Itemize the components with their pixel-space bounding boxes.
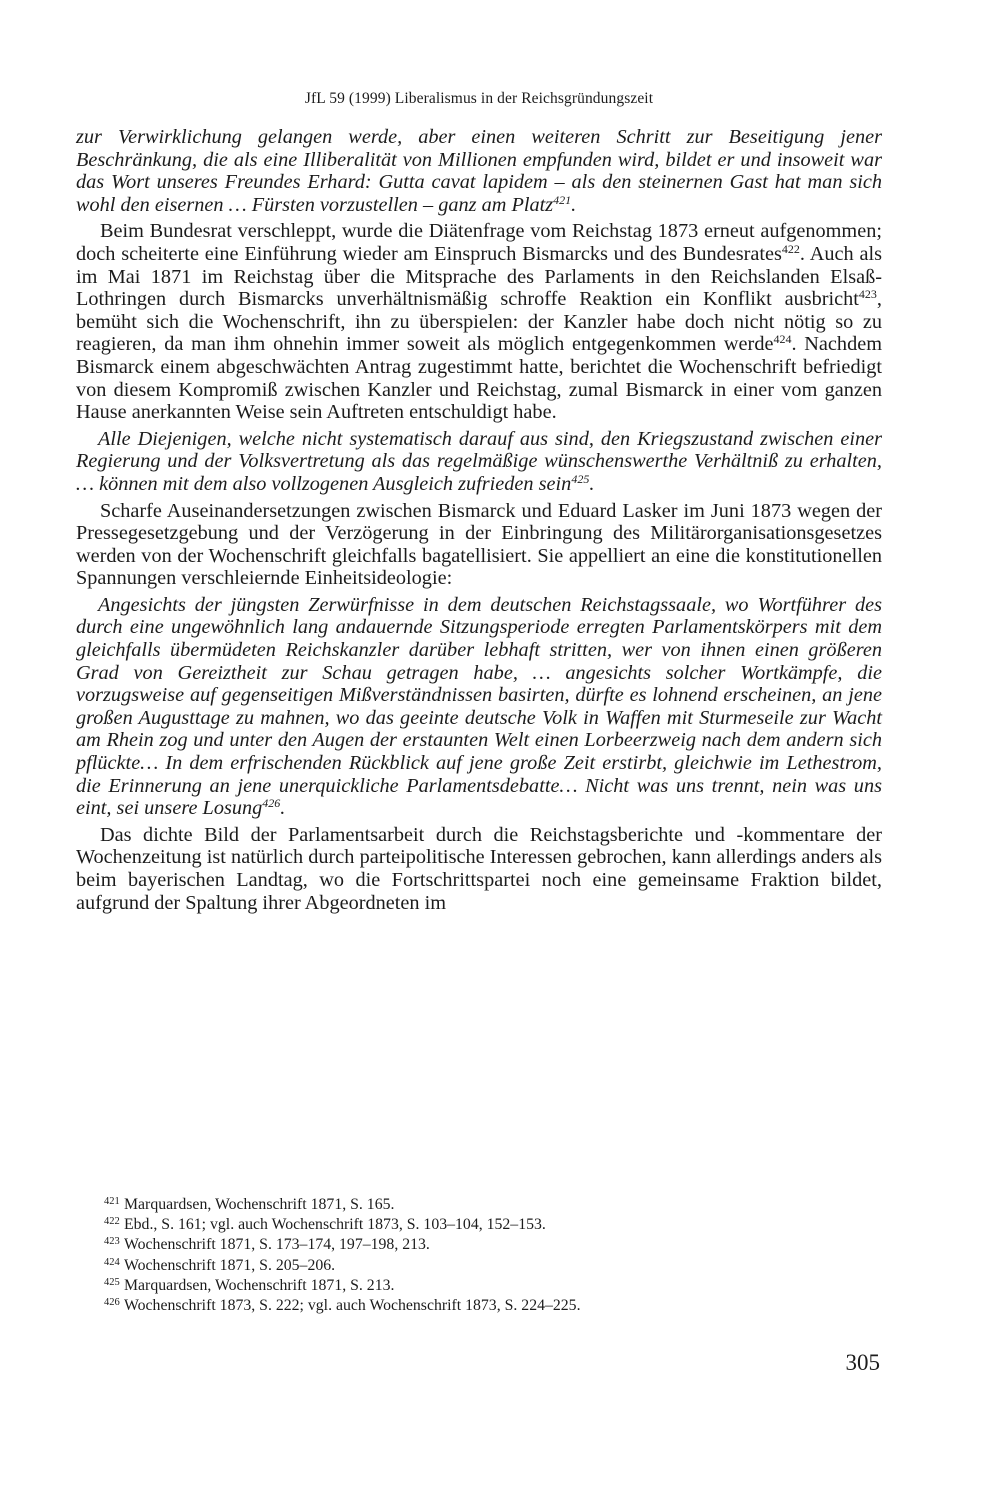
paragraph-text: . Nachdem Bismarck einem abgeschwächten Antrag zugestimmt hatte, berichtet die Wochenschrift befriedigt von diesem Kompromiß zwischen Kanzler und Reichstag, zumal Bismarck in einer vom ganzen Hause anerkannten Weise sein Auftreten entschuldigt habe. [76,333,882,424]
body-text [76,126,882,914]
footnote-text: Wochenschrift 1871, S. 173–174, 197–198, 213. [124,1236,430,1254]
quote-end: . [571,193,577,216]
footnote-425: 425 Marquardsen, Wochenschrift 1871, S. 213. [104,1276,395,1294]
paragraph-text: Beim Bundesrat verschleppt, wurde die Diätenfrage vom Reichstag 1873 erneut aufgenommen; doch scheiterte eine Einführung wieder am Einspruch Bismarcks und des Bundesrates [76,220,882,265]
footnote-ref-423[interactable]: 423 [858,287,877,302]
quote-text: Angesichts der jüngsten Zerwürfnisse in dem deutschen Reichstagssaale, wo Wortführer des durch eine ungewöhnlich lang andauernde Sitzungsperiode erregten Parlamentskörpers mit dem gleichfalls übermüdeten Reichskanzler darüber lebhaft stritten, wer von ihnen einen größeren Grad von Gereiztheit zur Schau getragen habe, … angesichts solcher Wortkämpfe, die vorzugsweise auf gegenseitigen Mißverständnissen basirten, dürfte es lohnend erscheinen, an jene großen Augusttage zu mahnen, wo das geeinte deutsche Volk in Waffen mit Sturmeseile zur Wacht am Rhein zog und unter den Augen der erstaunten Welt einen Lorbeerzweig nach dem andern sich pflückte… In dem erfrischenden Rückblick auf jene große Zeit erstirbt, gleichwie im Lethestrom, die Erinnerung an jene unerquickliche Parlamentsdebatte… Nicht was uns trennt, nein was uns eint, sei unsere Losung [76,593,882,820]
footnote-424: 424 Wochenschrift 1871, S. 205–206. [104,1256,336,1274]
quote-text: Alle Diejenigen, welche nicht systematisch darauf aus sind, den Kriegszustand zwischen einer Regierung und der Volksvertretung als das regelmäßige wünschenswerthe Verhältniß zu erhalten, … können mit dem also vollzogenen Ausgleich zufrieden sein [76,427,882,495]
footnote-ref-421[interactable]: 421 [553,192,572,207]
quote-end: . [589,472,595,495]
footnote-text: Marquardsen, Wochenschrift 1871, S. 213. [124,1276,395,1294]
footnote-422: 422 Ebd., S. 161; vgl. auch Wochenschrift 1873, S. 103–104, 152–153. [104,1216,546,1234]
quote-block-2 [76,428,882,496]
paragraph-3 [76,824,882,914]
footnote-text: Wochenschrift 1873, S. 222; vgl. auch Wochenschrift 1873, S. 224–225. [124,1297,581,1315]
footnote-423: 423 Wochenschrift 1871, S. 173–174, 197–198, 213. [104,1236,430,1254]
footnote-text: Wochenschrift 1871, S. 205–206. [124,1256,336,1274]
footnote-text: Ebd., S. 161; vgl. auch Wochenschrift 1873, S. 103–104, 152–153. [124,1216,546,1234]
paragraph-text: Das dichte Bild der Parlamentsarbeit durch die Reichstagsberichte und -kommentare der Wochenzeitung ist natürlich durch parteipolitische Interessen gebrochen, kann allerdings anders als beim bayerischen Landtag, wo die Fortschrittspartei noch eine gemeinsame Fraktion bildet, aufgrund der Spaltung ihrer Abgeordneten im [76,823,882,914]
paragraph-text: . Auch als im Mai 1871 im Reichstag über die Mitsprache des Parlaments in den Reichslanden Elsaß-Lothringen durch Bismarcks unverhältnismäßig schroffe Reaktion ein Konflikt ausbricht [76,242,882,311]
footnote-ref-426[interactable]: 426 [262,796,281,811]
paragraph-text: Scharfe Auseinandersetzungen zwischen Bismarck und Eduard Lasker im Juni 1873 wegen der Pressegesetzgebung und der Verzögerung in der Einbringung des Militärorganisationsgesetzes werden von der Wochenschrift gleichfalls bagatellisiert. Sie appelliert an eine die konstitutionellen Spannungen verschleiernde Einheitsideologie: [76,499,882,590]
document-page [76,0,882,1495]
footnote-ref-422[interactable]: 422 [781,241,800,256]
footnote-426: 426 Wochenschrift 1873, S. 222; vgl. auch Wochenschrift 1873, S. 224–225. [104,1297,581,1315]
quote-block-1 [76,126,882,216]
footnote-ref-425[interactable]: 425 [571,471,590,486]
quote-text: zur Verwirklichung gelangen werde, aber einen weiteren Schritt zur Beseitigung jener Beschränkung, die als eine Illiberalität von Millionen empfunden wird, bildet er und insoweit war das Wort unseres Freundes Erhard: Gutta cavat lapidem – als den steinernen Gast hat man sich wohl den eisernen … Fürsten vorzustellen – ganz am Platz [76,126,882,216]
running-header: JfL 59 (1999) Liberalismus in der Reichsgründungszeit [304,90,654,107]
page-number: 305 [845,1350,880,1375]
paragraph-1 [76,220,882,423]
footnotes [104,1195,864,1316]
quote-block-3 [76,594,882,820]
paragraph-2 [76,500,882,590]
paragraph-text: , bemüht sich die Wochenschrift, ihn zu überspielen: der Kanzler habe doch nicht nötig so zu reagieren, da man ihm ohnehin immer soweit als möglich entgegenkommen werde [76,288,882,356]
footnote-text: Marquardsen, Wochenschrift 1871, S. 165. [124,1196,395,1213]
quote-end: . [280,797,286,820]
footnote-ref-424[interactable]: 424 [773,332,792,347]
footnote-421: 421 Marquardsen, Wochenschrift 1871, S. 165. [104,1196,395,1213]
